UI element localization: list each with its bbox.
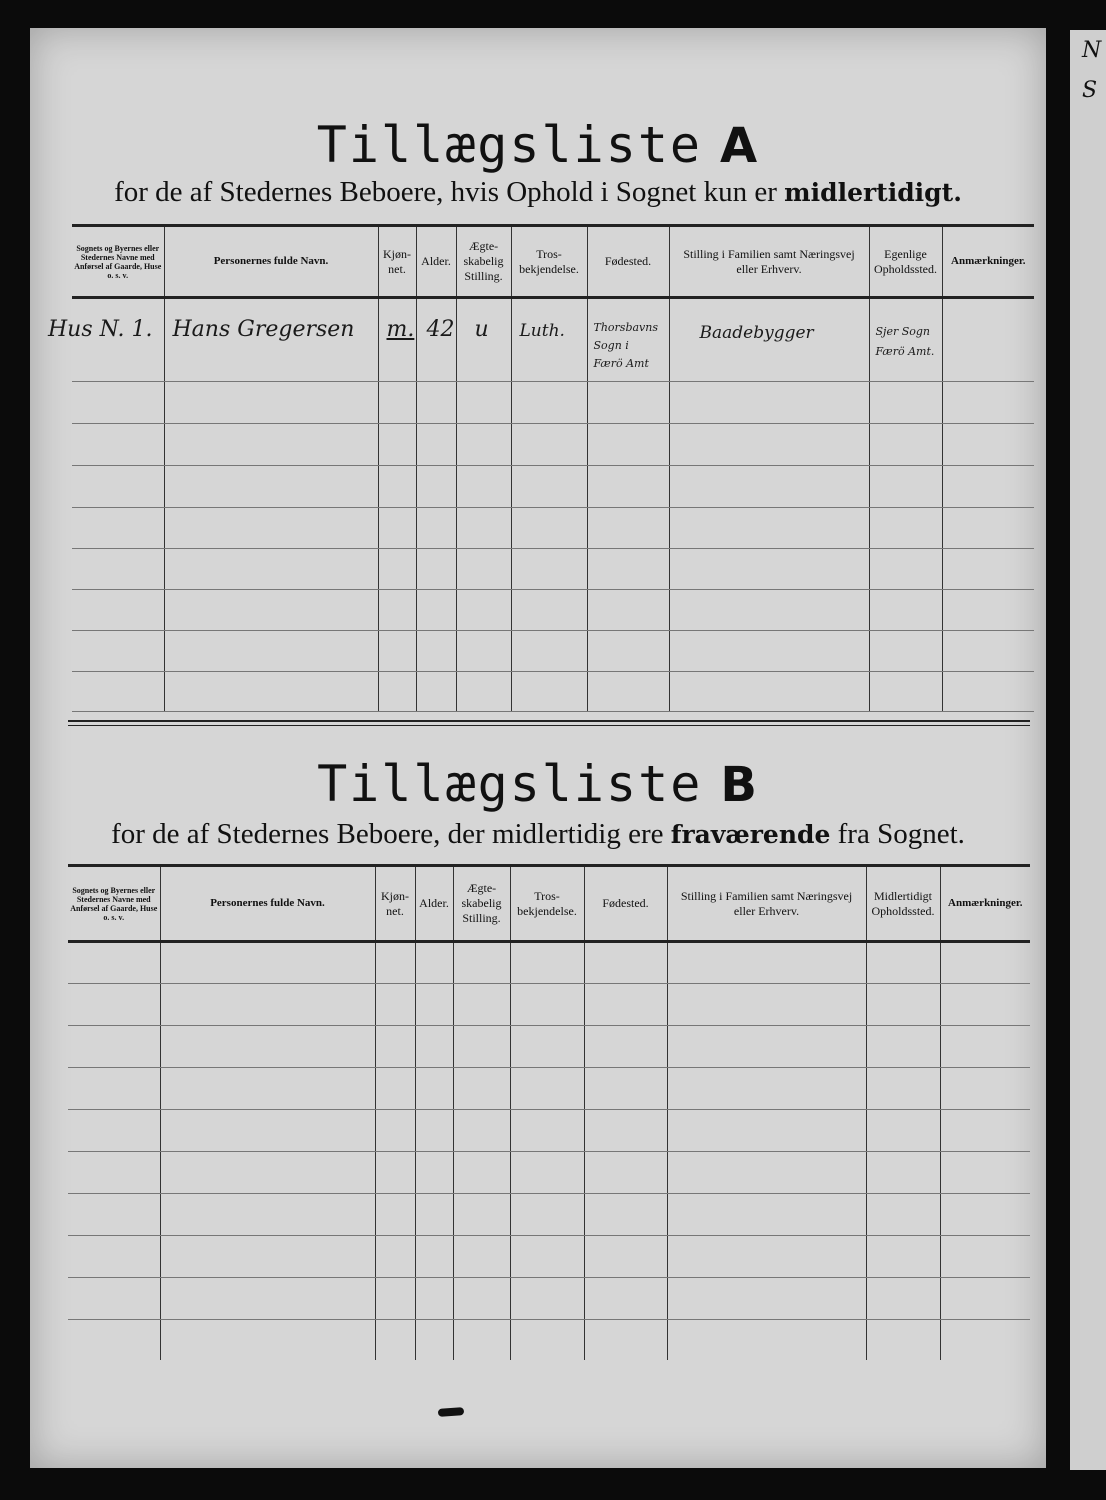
table-row [72, 590, 1034, 631]
list-b-letter: B [720, 757, 759, 813]
adjacent-page-mark-1: N [1082, 38, 1102, 63]
table-row [68, 1236, 1030, 1278]
list-b-title-text: Tillægsliste [317, 755, 703, 813]
list-b-subtitle-text: for de af Stedernes Beboere, der midlertidig ere [111, 818, 671, 850]
list-b-subtitle-end: fra Sognet. [830, 818, 965, 850]
entry-age: 42 [426, 317, 455, 342]
header-faith: Tros-bekjendelse. [511, 226, 587, 298]
header-sex: Kjøn-net. [375, 866, 415, 942]
header-faith: Tros-bekjendelse. [510, 866, 584, 942]
list-b-table [68, 864, 1030, 1360]
header-remarks: Anmærkninger. [940, 866, 1030, 942]
header-name: Personernes fulde Navn. [164, 226, 378, 298]
entry-birthplace-line2: Sogn i [593, 339, 629, 352]
entry-sex: m. [386, 317, 415, 342]
list-b-subtitle-emphasis: fraværende [670, 820, 831, 849]
list-a-table [48, 224, 1034, 712]
list-a-subtitle-emphasis: midlertidigt. [784, 178, 962, 207]
entry-place: Hus N. 1. [48, 317, 153, 342]
table-row [72, 382, 1034, 424]
table-row [72, 508, 1034, 549]
header-name: Personernes fulde Navn. [160, 866, 375, 942]
header-residence: Midlertidigt Opholdssted. [866, 866, 940, 942]
census-page [30, 28, 1046, 1468]
list-b-title [30, 755, 1046, 813]
table-row [68, 1152, 1030, 1194]
header-marital: Ægte-skabelig Stilling. [456, 226, 511, 298]
list-a-title-text: Tillægsliste [316, 116, 703, 174]
table-row [72, 549, 1034, 590]
header-birthplace: Fødested. [584, 866, 667, 942]
ink-smudge [438, 1407, 464, 1417]
list-a-letter: A [720, 118, 760, 174]
list-a-subtitle [30, 176, 1046, 209]
header-marital: Ægte-skabelig Stilling. [453, 866, 510, 942]
header-age: Alder. [415, 866, 453, 942]
header-remarks: Anmærkninger. [942, 226, 1034, 298]
table-row [72, 298, 1034, 382]
table-row [72, 631, 1034, 672]
entry-marital: u [474, 317, 489, 342]
table-row [68, 1110, 1030, 1152]
header-occupation: Stilling i Familien samt Næringsvej eller Erhverv. [669, 226, 869, 298]
section-divider [68, 720, 1030, 726]
header-sex: Kjøn-net. [378, 226, 416, 298]
table-row [72, 672, 1034, 712]
table-row [68, 984, 1030, 1026]
adjacent-page-mark-2: S [1082, 78, 1098, 103]
header-residence: Egenlige Opholdssted. [869, 226, 942, 298]
entry-name: Hans Gregersen [172, 317, 355, 342]
table-row [72, 466, 1034, 508]
table-row [68, 1068, 1030, 1110]
entry-occupation: Baadebygger [699, 323, 814, 343]
adjacent-page-edge [1070, 30, 1106, 1470]
table-row [68, 1194, 1030, 1236]
list-b-subtitle [30, 818, 1046, 851]
header-place: Sognets og Byernes eller Stedernes Navne med Anførsel af Gaarde, Huse o. s. v. [68, 866, 160, 942]
table-row [68, 1026, 1030, 1068]
table-row [72, 424, 1034, 466]
header-age: Alder. [416, 226, 456, 298]
table-row [68, 1320, 1030, 1360]
list-a-subtitle-text: for de af Stedernes Beboere, hvis Ophold i Sognet kun er [114, 176, 785, 208]
entry-birthplace-line1: Thorsbavns [593, 321, 658, 334]
entry-faith: Luth. [519, 321, 565, 341]
table-row [68, 1278, 1030, 1320]
list-a-title [30, 116, 1046, 174]
header-occupation: Stilling i Familien samt Næringsvej eller Erhverv. [667, 866, 866, 942]
table-row [68, 942, 1030, 984]
list-a-header-row [72, 226, 1034, 298]
header-birthplace: Fødested. [587, 226, 669, 298]
entry-residence-line2: Færö Amt. [875, 345, 935, 358]
entry-residence-line1: Sjer Sogn [875, 325, 930, 338]
entry-birthplace-line3: Færö Amt [593, 357, 649, 370]
header-place: Sognets og Byernes eller Stedernes Navne med Anførsel af Gaarde, Huse o. s. v. [72, 226, 164, 298]
list-b-header-row [68, 866, 1030, 942]
